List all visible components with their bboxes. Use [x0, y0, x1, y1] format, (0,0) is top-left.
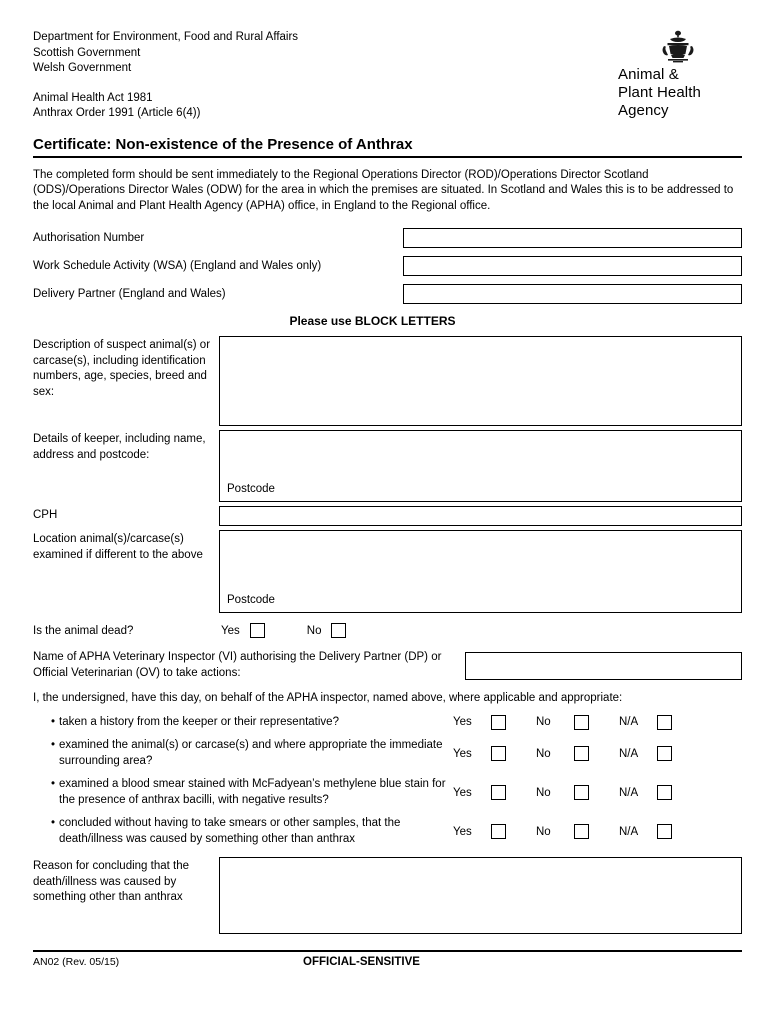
declaration-text-wrap	[33, 777, 453, 808]
declaration-1-no-checkbox[interactable]	[574, 746, 589, 761]
apha-logo	[618, 30, 742, 120]
declaration-3-no-checkbox[interactable]	[574, 824, 589, 839]
royal-crest-icon	[618, 30, 738, 64]
declaration-0-na-checkbox[interactable]	[657, 715, 672, 730]
declaration-0-yes-checkbox[interactable]	[491, 715, 506, 730]
answer-yes-label: Yes	[453, 786, 472, 799]
answer-na	[619, 746, 672, 761]
answer-yes	[453, 746, 536, 761]
apha-logo-text	[618, 66, 738, 120]
declaration-text-wrap	[33, 715, 453, 731]
section-label: Location animal(s)/carcase(s) examined if different to the above	[33, 533, 203, 561]
keeper-details-textarea[interactable]	[219, 430, 742, 502]
answer-yes	[453, 715, 536, 730]
legislation-block	[33, 91, 298, 122]
answer-yes-label: Yes	[453, 716, 472, 729]
declaration-text: taken a history from the keeper or their representative?	[59, 715, 339, 728]
declaration-3-yes-checkbox[interactable]	[491, 824, 506, 839]
document-header	[33, 30, 742, 122]
vi-name-input[interactable]	[465, 652, 742, 680]
intro-paragraph: The completed form should be sent immediately to the Regional Operations Director (ROD)/Operations Director Scotland (ODS)/Operations Director Wales (ODW) for the area in which the premises are situated. In Scotland and Wales this is to be addressed to the local Animal and Plant Health Agency (APHA) office, in England to the Regional office.	[33, 168, 734, 212]
animal-dead-no-label: No	[306, 624, 322, 637]
answer-no-label: No	[536, 786, 551, 799]
description-textarea[interactable]	[219, 336, 742, 426]
page-title: Certificate: Non-existence of the Presence of Anthrax	[33, 135, 413, 153]
declaration-row	[33, 738, 742, 769]
field-label: Work Schedule Activity (WSA) (England and Wales only)	[33, 260, 322, 272]
bullet-icon: •	[50, 715, 56, 728]
delivery-partner-input[interactable]	[403, 284, 742, 304]
section-label: CPH	[33, 509, 58, 521]
answer-yes-label: Yes	[453, 747, 472, 760]
act-line-1: Animal Health Act 1981	[33, 91, 153, 104]
declaration-row	[33, 777, 742, 808]
answer-na	[619, 715, 672, 730]
postcode-label: Postcode	[227, 594, 275, 606]
section-location	[33, 530, 742, 613]
answer-no	[536, 746, 619, 761]
declaration-text-wrap	[33, 738, 453, 769]
answer-yes	[453, 824, 536, 839]
animal-dead-no-checkbox[interactable]	[331, 623, 346, 638]
department-line-3: Welsh Government	[33, 62, 132, 74]
section-description	[33, 336, 742, 426]
answer-no-label: No	[536, 747, 551, 760]
field-delivery-partner	[33, 284, 742, 304]
answer-na-label: N/A	[619, 747, 639, 760]
block-letters-notice: Please use BLOCK LETTERS	[289, 314, 456, 328]
declaration-2-no-checkbox[interactable]	[574, 785, 589, 800]
animal-dead-question	[33, 623, 742, 638]
declaration-3-na-checkbox[interactable]	[657, 824, 672, 839]
declaration-1-na-checkbox[interactable]	[657, 746, 672, 761]
department-line-2: Scottish Government	[33, 46, 141, 59]
act-line-2: Anthrax Order 1991 (Article 6(4))	[33, 107, 201, 119]
answer-na	[619, 785, 672, 800]
declaration-text: concluded without having to take smears or other samples, that the death/illness was caused by something other than anthrax	[59, 817, 401, 845]
field-label: Delivery Partner (England and Wales)	[33, 288, 226, 300]
answer-na-label: N/A	[619, 716, 639, 729]
location-textarea[interactable]	[219, 530, 742, 613]
title-divider	[33, 156, 742, 158]
animal-dead-label: Is the animal dead?	[33, 624, 134, 637]
declaration-row	[33, 715, 742, 731]
section-label: Description of suspect animal(s) or carcase(s), including identification numbers, age, species, breed and sex:	[33, 339, 211, 398]
section-cph	[33, 506, 742, 526]
field-authorisation-number	[33, 228, 742, 248]
form-code: AN02 (Rev. 05/15)	[33, 956, 120, 968]
answer-yes-label: Yes	[453, 825, 472, 838]
undersigned-statement: I, the undersigned, have this day, on behalf of the APHA inspector, named above, where applicable and appropriate:	[33, 692, 623, 704]
field-work-schedule-activity	[33, 256, 742, 276]
reason-label: Reason for concluding that the death/illness was caused by something other than anthrax	[33, 860, 189, 903]
classification-marking: OFFICIAL-SENSITIVE	[303, 956, 420, 968]
declaration-2-yes-checkbox[interactable]	[491, 785, 506, 800]
answer-no-label: No	[536, 716, 551, 729]
declaration-answers	[453, 715, 742, 730]
logo-line-2: Plant Health	[618, 84, 701, 101]
answer-no	[536, 715, 619, 730]
bullet-icon: •	[50, 739, 56, 751]
declaration-answers	[453, 746, 742, 761]
section-label: Details of keeper, including name, address and postcode:	[33, 433, 206, 461]
declaration-text: examined the animal(s) or carcase(s) and where appropriate the immediate surrounding area?	[59, 739, 443, 767]
work-schedule-activity-input[interactable]	[403, 256, 742, 276]
postcode-label: Postcode	[227, 483, 275, 495]
field-label: Authorisation Number	[33, 232, 145, 244]
declaration-0-no-checkbox[interactable]	[574, 715, 589, 730]
declaration-text: examined a blood smear stained with McFadyean’s methylene blue stain for the presence of anthrax bacilli, with negative results?	[59, 778, 446, 806]
answer-no	[536, 824, 619, 839]
section-keeper-details	[33, 430, 742, 502]
reason-textarea[interactable]	[219, 857, 742, 934]
document-footer	[33, 952, 742, 968]
answer-na	[619, 824, 672, 839]
answer-na-label: N/A	[619, 825, 639, 838]
section-reason	[33, 857, 742, 934]
declaration-text-wrap	[33, 816, 453, 847]
bullet-icon: •	[50, 817, 56, 829]
animal-dead-yes-checkbox[interactable]	[250, 623, 265, 638]
answer-yes	[453, 785, 536, 800]
animal-dead-yes-label: Yes	[221, 624, 240, 637]
header-left	[33, 30, 298, 122]
department-line-1: Department for Environment, Food and Rural Affairs	[33, 31, 299, 43]
answer-na-label: N/A	[619, 786, 639, 799]
declaration-1-yes-checkbox[interactable]	[491, 746, 506, 761]
declaration-answers	[453, 785, 742, 800]
declaration-row	[33, 816, 742, 847]
logo-line-3: Agency	[618, 102, 669, 119]
vi-name-label: Name of APHA Veterinary Inspector (VI) authorising the Delivery Partner (DP) or Official Veterinarian (OV) to take actions:	[33, 651, 442, 679]
declaration-answers	[453, 824, 742, 839]
answer-no-label: No	[536, 825, 551, 838]
department-block	[33, 30, 298, 77]
authorisation-number-input[interactable]	[403, 228, 742, 248]
cph-input[interactable]	[219, 506, 742, 526]
logo-line-1: Animal &	[618, 66, 679, 83]
answer-no	[536, 785, 619, 800]
bullet-icon: •	[50, 778, 56, 790]
vi-name-field	[33, 650, 742, 681]
declaration-2-na-checkbox[interactable]	[657, 785, 672, 800]
